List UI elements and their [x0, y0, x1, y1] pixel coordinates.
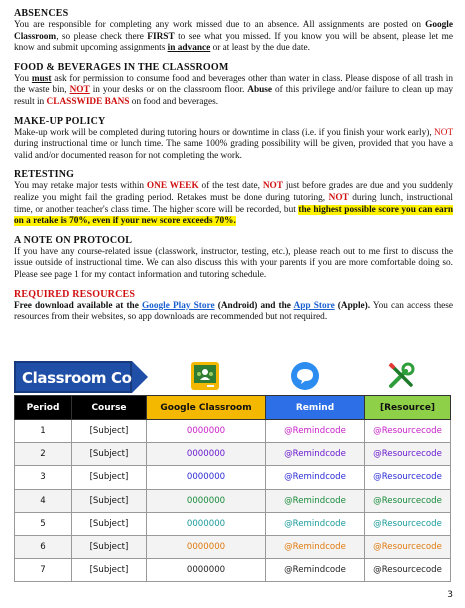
course-cell: [Subject] [72, 443, 147, 466]
page-number: 3 [447, 590, 453, 600]
table-row [15, 559, 451, 582]
makeup-heading: MAKE-UP POLICY [14, 115, 106, 127]
remind-code: @Remindcode [266, 443, 365, 466]
protocol-heading: A NOTE ON PROTOCOL [14, 234, 133, 246]
tools-icon [386, 361, 416, 391]
retesting-section [14, 169, 453, 227]
course-cell: [Subject] [72, 559, 147, 582]
resource-code: @Resourcecode [365, 489, 451, 512]
resource-code: @Resourcecode [365, 535, 451, 558]
resource-code: @Resourcecode [365, 559, 451, 582]
retesting-heading: RETESTING [14, 169, 75, 181]
table-row [15, 512, 451, 535]
col-resource: [Resource] [365, 396, 451, 420]
classroom-codes-table [14, 395, 451, 582]
period-cell: 4 [15, 489, 72, 512]
google-classroom-code: 0000000 [147, 466, 266, 489]
period-cell: 5 [15, 512, 72, 535]
absences-heading: ABSENCES [14, 8, 69, 19]
period-cell: 6 [15, 535, 72, 558]
col-course: Course [72, 396, 147, 420]
resources-heading: REQUIRED RESOURCES [14, 288, 136, 300]
food-heading: FOOD & BEVERAGES IN THE CLASSROOM [14, 61, 229, 73]
period-cell: 1 [15, 420, 72, 443]
remind-code: @Remindcode [266, 535, 365, 558]
classroom-codes-header [14, 358, 451, 398]
food-text: You must ask for permission to consume food and beverages other than water in class. Please dispose of all trash in the waste bin, NOT in your desks or on the classroom floor. Abuse of this privilege and/or failure to clean up may result in CLASSWIDE BANS on food and beverages. [14, 73, 454, 107]
google-classroom-icon [190, 361, 220, 391]
remind-code: @Remindcode [266, 420, 365, 443]
resources-text: Free download available at the Google Play Store (Android) and the App Store (Apple). You can access these resources from their websites, so app downloads are recommended but not required. [14, 300, 453, 323]
remind-chat-icon [290, 361, 320, 391]
absences-text: You are responsible for completing any work missed due to an absence. All assignments are posted on Google Classroom, so please check there FIRST to see what you missed. If you know you will be absent, please let me know and submit upcoming assignments in advance or at least by the due date. [14, 20, 453, 54]
resource-code: @Resourcecode [365, 466, 451, 489]
table-row [15, 443, 451, 466]
google-classroom-code: 0000000 [147, 512, 266, 535]
col-google-classroom: Google Classroom [147, 396, 266, 420]
protocol-text: If you have any course-related issue (classwork, instructor, testing, etc.), please reach out to me first to discuss the issue outside of instructional time. We can also discuss this with your parents if you are more comfortable doing so. Please see page 1 for my contact information and tutoring schedule. [14, 246, 453, 280]
google-classroom-code: 0000000 [147, 443, 266, 466]
resources-section [14, 289, 453, 324]
table-row [15, 489, 451, 512]
google-classroom-code: 0000000 [147, 535, 266, 558]
table-row [15, 466, 451, 489]
period-cell: 7 [15, 559, 72, 582]
table-row [15, 535, 451, 558]
period-cell: 3 [15, 466, 72, 489]
course-cell: [Subject] [72, 420, 147, 443]
remind-code: @Remindcode [266, 489, 365, 512]
google-play-store-link[interactable]: Google Play Store [141, 300, 215, 311]
retake-highlight: the highest possible score you can earn on a retake is 70%, even if your new score exceeds 70%. [14, 204, 454, 227]
resource-code: @Resourcecode [365, 512, 451, 535]
absences-section [14, 8, 453, 55]
course-cell: [Subject] [72, 466, 147, 489]
makeup-text: Make-up work will be completed during tutoring hours or downtime in class (i.e. if you finish your work early), NOT during instructional time or lunch time. The same 100% grading possibility will be given, provided that you have a valid and/or documented reason for not completing the work. [14, 127, 453, 161]
table-header-row [15, 396, 451, 420]
remind-code: @Remindcode [266, 559, 365, 582]
policies-content [14, 8, 453, 331]
remind-code: @Remindcode [266, 466, 365, 489]
food-section [14, 62, 453, 109]
table-row [15, 420, 451, 443]
app-store-link[interactable]: App Store [293, 300, 335, 311]
col-period: Period [15, 396, 72, 420]
col-remind: Remind [266, 396, 365, 420]
banner-title: Classroom Codes [22, 369, 161, 387]
retesting-text: You may retake major tests within ONE WEEK of the test date, NOT just before grades are due and you suddenly realize you might fail the grading period. Retakes must be done during tutoring, NOT during lunch, instructional time, or another teacher's class time. The higher score will be recorded, but the highest possible score you can earn on a retake is 70%, even if your new score exceeds 70%. [14, 181, 454, 227]
course-cell: [Subject] [72, 489, 147, 512]
course-cell: [Subject] [72, 512, 147, 535]
course-cell: [Subject] [72, 535, 147, 558]
google-classroom-code: 0000000 [147, 420, 266, 443]
classroom-codes-banner [14, 361, 161, 393]
period-cell: 2 [15, 443, 72, 466]
makeup-section [14, 116, 453, 163]
remind-code: @Remindcode [266, 512, 365, 535]
protocol-section [14, 235, 453, 282]
resource-code: @Resourcecode [365, 443, 451, 466]
banner-arrow [132, 361, 148, 393]
google-classroom-code: 0000000 [147, 489, 266, 512]
google-classroom-code: 0000000 [147, 559, 266, 582]
resource-code: @Resourcecode [365, 420, 451, 443]
